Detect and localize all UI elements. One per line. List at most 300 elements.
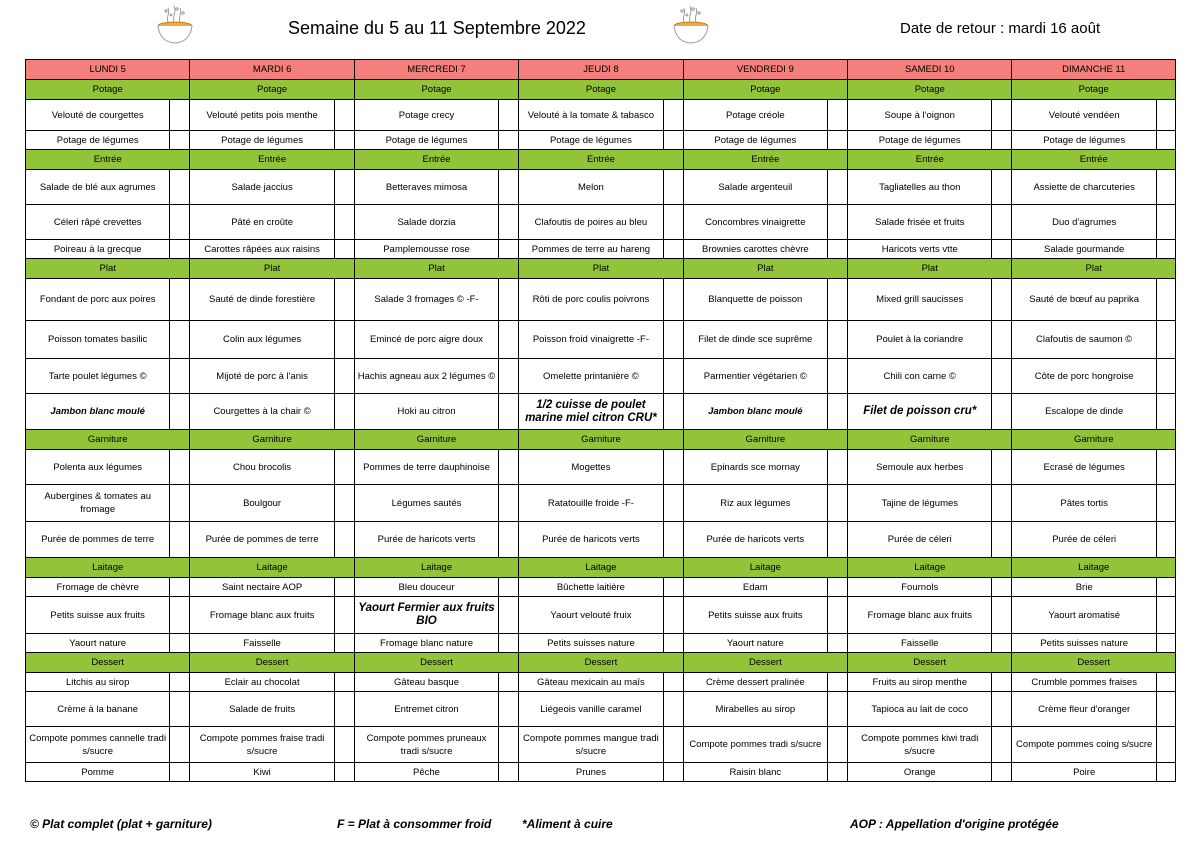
legend-complete-dish: © Plat complet (plat + garniture) <box>30 817 212 831</box>
section-label: Plat <box>190 259 354 279</box>
menu-item: Edam <box>683 578 827 597</box>
menu-item: Salade 3 fromages © -F- <box>354 279 498 321</box>
menu-row <box>26 240 1176 259</box>
section-label: Dessert <box>1012 653 1176 673</box>
menu-item: Jambon blanc moulé <box>26 394 170 430</box>
selection-box[interactable] <box>1156 692 1175 727</box>
menu-item: Fromage de chèvre <box>26 578 170 597</box>
selection-box[interactable] <box>828 240 848 259</box>
day-header: VENDREDI 9 <box>683 60 847 80</box>
section-label: Potage <box>519 80 683 100</box>
menu-item: Potage de légumes <box>354 131 498 150</box>
menu-item: Poireau à la grecque <box>26 240 170 259</box>
menu-item: Raisin blanc <box>683 763 827 782</box>
selection-box[interactable] <box>992 394 1012 430</box>
selection-box[interactable] <box>170 450 190 485</box>
section-label: Laitage <box>683 558 847 578</box>
section-label: Entrée <box>519 150 683 170</box>
menu-item: Salade argenteuil <box>683 170 827 205</box>
selection-box[interactable] <box>334 597 354 634</box>
legend-cold-dish: F = Plat à consommer froid <box>337 817 492 831</box>
selection-box[interactable] <box>828 673 848 692</box>
menu-item: Salade dorzia <box>354 205 498 240</box>
section-header-row <box>26 430 1176 450</box>
menu-row <box>26 205 1176 240</box>
selection-box[interactable] <box>828 279 848 321</box>
section-label: Garniture <box>354 430 518 450</box>
section-label: Dessert <box>190 653 354 673</box>
menu-item: Pomme <box>26 763 170 782</box>
selection-box[interactable] <box>663 763 683 782</box>
section-label: Dessert <box>519 653 683 673</box>
menu-item: Prunes <box>519 763 663 782</box>
menu-item: Pâtes tortis <box>1012 485 1156 522</box>
menu-item: Riz aux légumes <box>683 485 827 522</box>
selection-box[interactable] <box>663 673 683 692</box>
menu-row <box>26 692 1176 727</box>
selection-box[interactable] <box>663 131 683 150</box>
menu-item: Jambon blanc moulé <box>683 394 827 430</box>
menu-item: Faisselle <box>190 634 334 653</box>
selection-box[interactable] <box>828 692 848 727</box>
section-label: Entrée <box>26 150 190 170</box>
menu-item: Yaourt nature <box>26 634 170 653</box>
selection-box[interactable] <box>1156 240 1175 259</box>
selection-box[interactable] <box>499 170 519 205</box>
menu-item: Légumes sautés <box>354 485 498 522</box>
menu-item: Clafoutis de poires au bleu <box>519 205 663 240</box>
menu-item: Velouté vendéen <box>1012 100 1156 131</box>
selection-box[interactable] <box>334 100 354 131</box>
selection-box[interactable] <box>663 279 683 321</box>
selection-box[interactable] <box>334 578 354 597</box>
section-label: Potage <box>190 80 354 100</box>
selection-box[interactable] <box>334 131 354 150</box>
section-label: Laitage <box>848 558 1012 578</box>
section-label: Potage <box>848 80 1012 100</box>
menu-item: Compote pommes coing s/sucre <box>1012 727 1156 763</box>
menu-item: Purée de pommes de terre <box>26 522 170 558</box>
selection-box[interactable] <box>1156 205 1175 240</box>
menu-item: Mirabelles au sirop <box>683 692 827 727</box>
section-label: Laitage <box>26 558 190 578</box>
legend-raw-food: *Aliment à cuire <box>522 817 613 831</box>
menu-item: Fromage blanc nature <box>354 634 498 653</box>
menu-item: Bûchette laitière <box>519 578 663 597</box>
selection-box[interactable] <box>334 727 354 763</box>
selection-box[interactable] <box>334 240 354 259</box>
selection-box[interactable] <box>1156 597 1175 634</box>
menu-item: Compote pommes tradi s/sucre <box>683 727 827 763</box>
selection-box[interactable] <box>170 597 190 634</box>
selection-box[interactable] <box>663 321 683 359</box>
menu-item: Mixed grill saucisses <box>848 279 992 321</box>
selection-box[interactable] <box>828 522 848 558</box>
section-label: Laitage <box>190 558 354 578</box>
selection-box[interactable] <box>499 692 519 727</box>
selection-box[interactable] <box>499 450 519 485</box>
selection-box[interactable] <box>1156 485 1175 522</box>
selection-box[interactable] <box>828 359 848 394</box>
selection-box[interactable] <box>992 597 1012 634</box>
menu-item: Purée de pommes de terre <box>190 522 334 558</box>
day-header-row <box>26 60 1176 80</box>
selection-box[interactable] <box>828 321 848 359</box>
selection-box[interactable] <box>663 692 683 727</box>
section-label: Dessert <box>683 653 847 673</box>
selection-box[interactable] <box>170 763 190 782</box>
menu-item: Salade jaccius <box>190 170 334 205</box>
selection-box[interactable] <box>170 359 190 394</box>
selection-box[interactable] <box>663 522 683 558</box>
menu-item: Potage de légumes <box>519 131 663 150</box>
menu-item: Poire <box>1012 763 1156 782</box>
selection-box[interactable] <box>334 450 354 485</box>
menu-item: Yaourt nature <box>683 634 827 653</box>
menu-item: Tarte poulet légumes © <box>26 359 170 394</box>
menu-item: Potage de légumes <box>26 131 170 150</box>
selection-box[interactable] <box>334 692 354 727</box>
selection-box[interactable] <box>1156 170 1175 205</box>
selection-box[interactable] <box>499 597 519 634</box>
menu-item: Omelette printanière © <box>519 359 663 394</box>
section-label: Garniture <box>848 430 1012 450</box>
section-label: Laitage <box>1012 558 1176 578</box>
menu-item: Polenta aux légumes <box>26 450 170 485</box>
selection-box[interactable] <box>828 131 848 150</box>
selection-box[interactable] <box>499 131 519 150</box>
selection-box[interactable] <box>1156 763 1175 782</box>
menu-item: Sauté de bœuf au paprika <box>1012 279 1156 321</box>
section-label: Plat <box>519 259 683 279</box>
selection-box[interactable] <box>499 359 519 394</box>
soup-bowl-icon <box>668 2 714 48</box>
selection-box[interactable] <box>992 673 1012 692</box>
section-label: Garniture <box>26 430 190 450</box>
selection-box[interactable] <box>170 205 190 240</box>
menu-item: Semoule aux herbes <box>848 450 992 485</box>
menu-item: Potage de légumes <box>190 131 334 150</box>
menu-item: Petits suisse aux fruits <box>26 597 170 634</box>
selection-box[interactable] <box>499 727 519 763</box>
selection-box[interactable] <box>663 394 683 430</box>
selection-box[interactable] <box>1156 450 1175 485</box>
menu-item: Carottes râpées aux raisins <box>190 240 334 259</box>
menu-item: Poisson froid vinaigrette -F- <box>519 321 663 359</box>
menu-item: Entremet citron <box>354 692 498 727</box>
selection-box[interactable] <box>828 205 848 240</box>
section-label: Dessert <box>848 653 1012 673</box>
menu-item: Betteraves mimosa <box>354 170 498 205</box>
menu-item: Potage de légumes <box>683 131 827 150</box>
selection-box[interactable] <box>1156 578 1175 597</box>
menu-item: Velouté petits pois menthe <box>190 100 334 131</box>
menu-item: Côte de porc hongroise <box>1012 359 1156 394</box>
selection-box[interactable] <box>170 170 190 205</box>
menu-item: Rôti de porc coulis poivrons <box>519 279 663 321</box>
selection-box[interactable] <box>992 522 1012 558</box>
selection-box[interactable] <box>170 394 190 430</box>
selection-box[interactable] <box>992 131 1012 150</box>
selection-box[interactable] <box>334 359 354 394</box>
section-label: Potage <box>354 80 518 100</box>
selection-box[interactable] <box>1156 279 1175 321</box>
section-label: Garniture <box>190 430 354 450</box>
menu-row <box>26 763 1176 782</box>
selection-box[interactable] <box>992 100 1012 131</box>
menu-item: Liégeois vanille caramel <box>519 692 663 727</box>
menu-item: Hoki au citron <box>354 394 498 430</box>
selection-box[interactable] <box>992 763 1012 782</box>
menu-item: Crème fleur d'oranger <box>1012 692 1156 727</box>
page-title: Semaine du 5 au 11 Septembre 2022 <box>288 18 586 38</box>
selection-box[interactable] <box>663 485 683 522</box>
selection-box[interactable] <box>828 763 848 782</box>
selection-box[interactable] <box>1156 100 1175 131</box>
selection-box[interactable] <box>828 578 848 597</box>
selection-box[interactable] <box>992 170 1012 205</box>
selection-box[interactable] <box>499 205 519 240</box>
menu-item: Pâté en croûte <box>190 205 334 240</box>
selection-box[interactable] <box>663 359 683 394</box>
selection-box[interactable] <box>992 634 1012 653</box>
selection-box[interactable] <box>334 763 354 782</box>
menu-item: Crème à la banane <box>26 692 170 727</box>
selection-box[interactable] <box>170 240 190 259</box>
selection-box[interactable] <box>334 394 354 430</box>
menu-item: Céleri râpé crevettes <box>26 205 170 240</box>
selection-box[interactable] <box>663 634 683 653</box>
menu-item: Colin aux légumes <box>190 321 334 359</box>
selection-box[interactable] <box>992 578 1012 597</box>
selection-box[interactable] <box>1156 727 1175 763</box>
menu-item: Parmentier végétarien © <box>683 359 827 394</box>
menu-item: Tapioca au lait de coco <box>848 692 992 727</box>
selection-box[interactable] <box>334 321 354 359</box>
menu-item: Crumble pommes fraises <box>1012 673 1156 692</box>
menu-item: Potage créole <box>683 100 827 131</box>
selection-box[interactable] <box>663 450 683 485</box>
menu-item: Compote pommes fraise tradi s/sucre <box>190 727 334 763</box>
menu-item: Compote pommes cannelle tradi s/sucre <box>26 727 170 763</box>
selection-box[interactable] <box>499 485 519 522</box>
menu-item: Velouté à la tomate & tabasco <box>519 100 663 131</box>
selection-box[interactable] <box>828 450 848 485</box>
selection-box[interactable] <box>170 673 190 692</box>
menu-item: Purée de céleri <box>848 522 992 558</box>
section-label: Plat <box>1012 259 1176 279</box>
selection-box[interactable] <box>170 100 190 131</box>
return-date: Date de retour : mardi 16 août <box>900 20 1101 37</box>
selection-box[interactable] <box>1156 634 1175 653</box>
menu-item: Pêche <box>354 763 498 782</box>
selection-box[interactable] <box>499 321 519 359</box>
selection-box[interactable] <box>499 522 519 558</box>
section-header-row <box>26 259 1176 279</box>
selection-box[interactable] <box>499 279 519 321</box>
selection-box[interactable] <box>334 522 354 558</box>
menu-item: Mijoté de porc à l'anis <box>190 359 334 394</box>
menu-item: Salade de fruits <box>190 692 334 727</box>
section-label: Plat <box>26 259 190 279</box>
selection-box[interactable] <box>334 205 354 240</box>
selection-box[interactable] <box>663 727 683 763</box>
selection-box[interactable] <box>828 394 848 430</box>
menu-item: Tagliatelles au thon <box>848 170 992 205</box>
selection-box[interactable] <box>828 170 848 205</box>
selection-box[interactable] <box>1156 131 1175 150</box>
selection-box[interactable] <box>170 279 190 321</box>
selection-box[interactable] <box>1156 359 1175 394</box>
selection-box[interactable] <box>170 131 190 150</box>
selection-box[interactable] <box>499 100 519 131</box>
selection-box[interactable] <box>828 100 848 131</box>
selection-box[interactable] <box>499 578 519 597</box>
section-header-row <box>26 80 1176 100</box>
menu-row <box>26 634 1176 653</box>
section-label: Potage <box>683 80 847 100</box>
selection-box[interactable] <box>992 450 1012 485</box>
selection-box[interactable] <box>170 727 190 763</box>
menu-item: Soupe à l'oignon <box>848 100 992 131</box>
day-header: DIMANCHE 11 <box>1012 60 1176 80</box>
menu-item: Courgettes à la chair © <box>190 394 334 430</box>
section-label: Plat <box>354 259 518 279</box>
selection-box[interactable] <box>499 763 519 782</box>
section-label: Entrée <box>354 150 518 170</box>
menu-item: Poulet à la coriandre <box>848 321 992 359</box>
menu-item: Yaourt velouté fruix <box>519 597 663 634</box>
selection-box[interactable] <box>499 240 519 259</box>
legend-aop: AOP : Appellation d'origine protégée <box>850 817 1059 831</box>
selection-box[interactable] <box>170 578 190 597</box>
menu-row <box>26 359 1176 394</box>
selection-box[interactable] <box>170 485 190 522</box>
section-label: Garniture <box>519 430 683 450</box>
menu-item: Gâteau basque <box>354 673 498 692</box>
selection-box[interactable] <box>663 240 683 259</box>
menu-item: Chili con carne © <box>848 359 992 394</box>
selection-box[interactable] <box>828 634 848 653</box>
menu-item: Epinards sce mornay <box>683 450 827 485</box>
menu-item: Compote pommes kiwi tradi s/sucre <box>848 727 992 763</box>
selection-box[interactable] <box>992 727 1012 763</box>
selection-box[interactable] <box>663 205 683 240</box>
selection-box[interactable] <box>1156 522 1175 558</box>
menu-item: Petits suisses nature <box>519 634 663 653</box>
menu-item: Orange <box>848 763 992 782</box>
selection-box[interactable] <box>992 240 1012 259</box>
selection-box[interactable] <box>1156 394 1175 430</box>
selection-box[interactable] <box>992 485 1012 522</box>
section-label: Potage <box>26 80 190 100</box>
menu-item: Ratatouille froide -F- <box>519 485 663 522</box>
menu-item: Fruits au sirop menthe <box>848 673 992 692</box>
menu-item: Haricots verts vtte <box>848 240 992 259</box>
menu-item: Fondant de porc aux poires <box>26 279 170 321</box>
section-label: Entrée <box>190 150 354 170</box>
day-header: MERCREDI 7 <box>354 60 518 80</box>
menu-item: Poisson tomates basilic <box>26 321 170 359</box>
selection-box[interactable] <box>828 485 848 522</box>
menu-row <box>26 673 1176 692</box>
day-header: JEUDI 8 <box>519 60 683 80</box>
section-label: Entrée <box>848 150 1012 170</box>
selection-box[interactable] <box>992 279 1012 321</box>
menu-item: Purée de haricots verts <box>519 522 663 558</box>
menu-item: Filet de poisson cru* <box>848 394 992 430</box>
selection-box[interactable] <box>663 170 683 205</box>
selection-box[interactable] <box>663 100 683 131</box>
selection-box[interactable] <box>334 485 354 522</box>
menu-item: Yaourt aromatisé <box>1012 597 1156 634</box>
soup-bowl-icon <box>152 2 198 48</box>
menu-item: Melon <box>519 170 663 205</box>
menu-item: Crème dessert pralinée <box>683 673 827 692</box>
menu-item: Escalope de dinde <box>1012 394 1156 430</box>
menu-row <box>26 131 1176 150</box>
selection-box[interactable] <box>334 634 354 653</box>
section-label: Dessert <box>354 653 518 673</box>
selection-box[interactable] <box>170 692 190 727</box>
menu-item: Filet de dinde sce suprême <box>683 321 827 359</box>
menu-row <box>26 279 1176 321</box>
menu-item: Velouté de courgettes <box>26 100 170 131</box>
menu-item: Compote pommes pruneaux tradi s/sucre <box>354 727 498 763</box>
menu-item: Pamplemousse rose <box>354 240 498 259</box>
selection-box[interactable] <box>170 634 190 653</box>
selection-box[interactable] <box>334 279 354 321</box>
menu-item: Bleu douceur <box>354 578 498 597</box>
selection-box[interactable] <box>170 522 190 558</box>
selection-box[interactable] <box>663 578 683 597</box>
selection-box[interactable] <box>1156 321 1175 359</box>
menu-item: Salade frisée et fruits <box>848 205 992 240</box>
selection-box[interactable] <box>334 170 354 205</box>
selection-box[interactable] <box>828 597 848 634</box>
selection-box[interactable] <box>499 394 519 430</box>
selection-box[interactable] <box>499 634 519 653</box>
selection-box[interactable] <box>663 597 683 634</box>
menu-item: Potage de légumes <box>1012 131 1156 150</box>
menu-item: Assiette de charcuteries <box>1012 170 1156 205</box>
selection-box[interactable] <box>992 321 1012 359</box>
menu-item: Purée de haricots verts <box>354 522 498 558</box>
menu-item: Aubergines & tomates au fromage <box>26 485 170 522</box>
selection-box[interactable] <box>992 205 1012 240</box>
menu-item: Fournols <box>848 578 992 597</box>
selection-box[interactable] <box>1156 673 1175 692</box>
menu-item: Purée de céleri <box>1012 522 1156 558</box>
menu-item: Faisselle <box>848 634 992 653</box>
selection-box[interactable] <box>170 321 190 359</box>
menu-row <box>26 170 1176 205</box>
day-header: MARDI 6 <box>190 60 354 80</box>
menu-item: Hachis agneau aux 2 légumes © <box>354 359 498 394</box>
menu-row <box>26 727 1176 763</box>
day-header: SAMEDI 10 <box>848 60 1012 80</box>
menu-item: Chou brocolis <box>190 450 334 485</box>
selection-box[interactable] <box>992 692 1012 727</box>
menu-row <box>26 485 1176 522</box>
selection-box[interactable] <box>828 727 848 763</box>
menu-row <box>26 100 1176 131</box>
menu-row <box>26 522 1176 558</box>
selection-box[interactable] <box>992 359 1012 394</box>
selection-box[interactable] <box>334 673 354 692</box>
section-label: Plat <box>848 259 1012 279</box>
selection-box[interactable] <box>499 673 519 692</box>
